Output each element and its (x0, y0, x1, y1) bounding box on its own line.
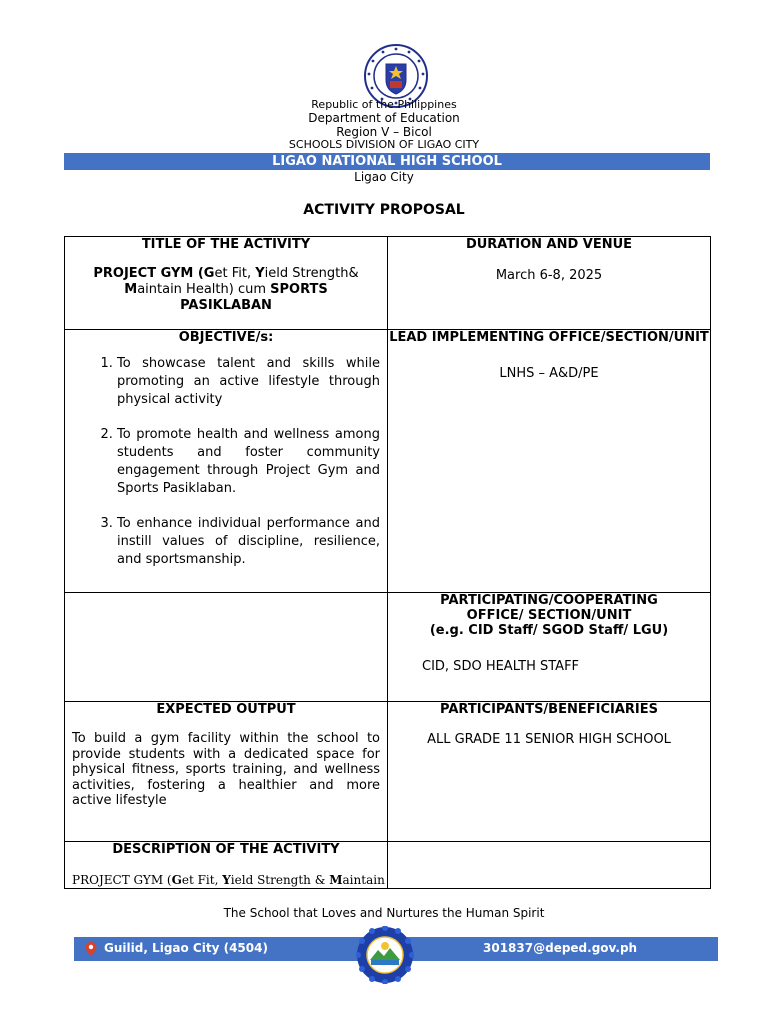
objective-item: 1. To showcase talent and skills while promoting an active lifestyle through physical activity (117, 355, 380, 409)
school-seal (356, 926, 414, 984)
proposal-table (64, 236, 711, 889)
lead-office-value: LNHS – A&D/PE (499, 366, 599, 381)
school-motto: The School that Loves and Nurtures the Human Spirit (223, 906, 545, 920)
title-cell (65, 237, 388, 330)
duration-label: DURATION AND VENUE (465, 237, 633, 252)
objective-item: 3. To enhance individual performance and instill values of discipline, resilience, and sportsmanship. (117, 515, 380, 569)
beneficiaries-cell (388, 702, 711, 842)
empty-cell (65, 593, 388, 702)
document-title: ACTIVITY PROPOSAL (303, 202, 465, 218)
objective-item: 2. To promote health and wellness among students and foster community engagement through Project Gym and Sports Pasiklaban. (117, 426, 380, 498)
cooperating-label-line2: OFFICE/ SECTION/UNIT (466, 608, 632, 623)
map-pin-icon (84, 941, 98, 957)
header-republic: Republic of the Philippines (311, 98, 457, 111)
cooperating-label-line3: (e.g. CID Staff/ SGOD Staff/ LGU) (429, 623, 669, 638)
cooperating-office-value: CID, SDO HEALTH STAFF (422, 659, 580, 674)
activity-title: PROJECT GYM (Get Fit, Yield Strength& Maintain Health) cum SPORTS PASIKLABAN (93, 266, 359, 313)
title-label: TITLE OF THE ACTIVITY (141, 237, 311, 252)
lead-office-cell (388, 330, 711, 593)
cooperating-label-line1: PARTICIPATING/COOPERATING (440, 593, 658, 608)
header-division: SCHOOLS DIVISION OF LIGAO CITY (288, 138, 480, 151)
description-value: PROJECT GYM (Get Fit, Yield Strength & Maintain (72, 873, 385, 887)
description-label: DESCRIPTION OF THE ACTIVITY (112, 842, 340, 857)
expected-output-cell (65, 702, 388, 842)
footer-address: Guilid, Ligao City (4504) (104, 941, 268, 955)
header-region: Region V – Bicol (336, 125, 432, 139)
objectives-cell (65, 330, 388, 593)
description-cell (65, 842, 388, 889)
empty-cell (388, 842, 711, 889)
header-department: Department of Education (308, 111, 460, 125)
school-city: Ligao City (354, 170, 414, 184)
cooperating-office-cell (388, 593, 711, 702)
school-name-banner: LIGAO NATIONAL HIGH SCHOOL (64, 153, 710, 170)
duration-cell (388, 237, 711, 330)
expected-output-label: EXPECTED OUTPUT (156, 702, 296, 717)
beneficiaries-value: ALL GRADE 11 SENIOR HIGH SCHOOL (427, 732, 671, 747)
duration-value: March 6-8, 2025 (495, 268, 603, 283)
footer-email: 301837@deped.gov.ph (483, 941, 638, 955)
beneficiaries-label: PARTICIPANTS/BENEFICIARIES (440, 702, 658, 717)
expected-output-value: To build a gym facility within the school to provide students with a dedicated space for physical fitness, sports training, and wellness activities, fostering a healthier and more active lifestyle (72, 731, 380, 808)
lead-office-label: LEAD IMPLEMENTING OFFICE/SECTION/UNIT (389, 330, 709, 345)
objectives-label: OBJECTIVE/s: (178, 330, 274, 345)
objectives-list (65, 355, 387, 569)
